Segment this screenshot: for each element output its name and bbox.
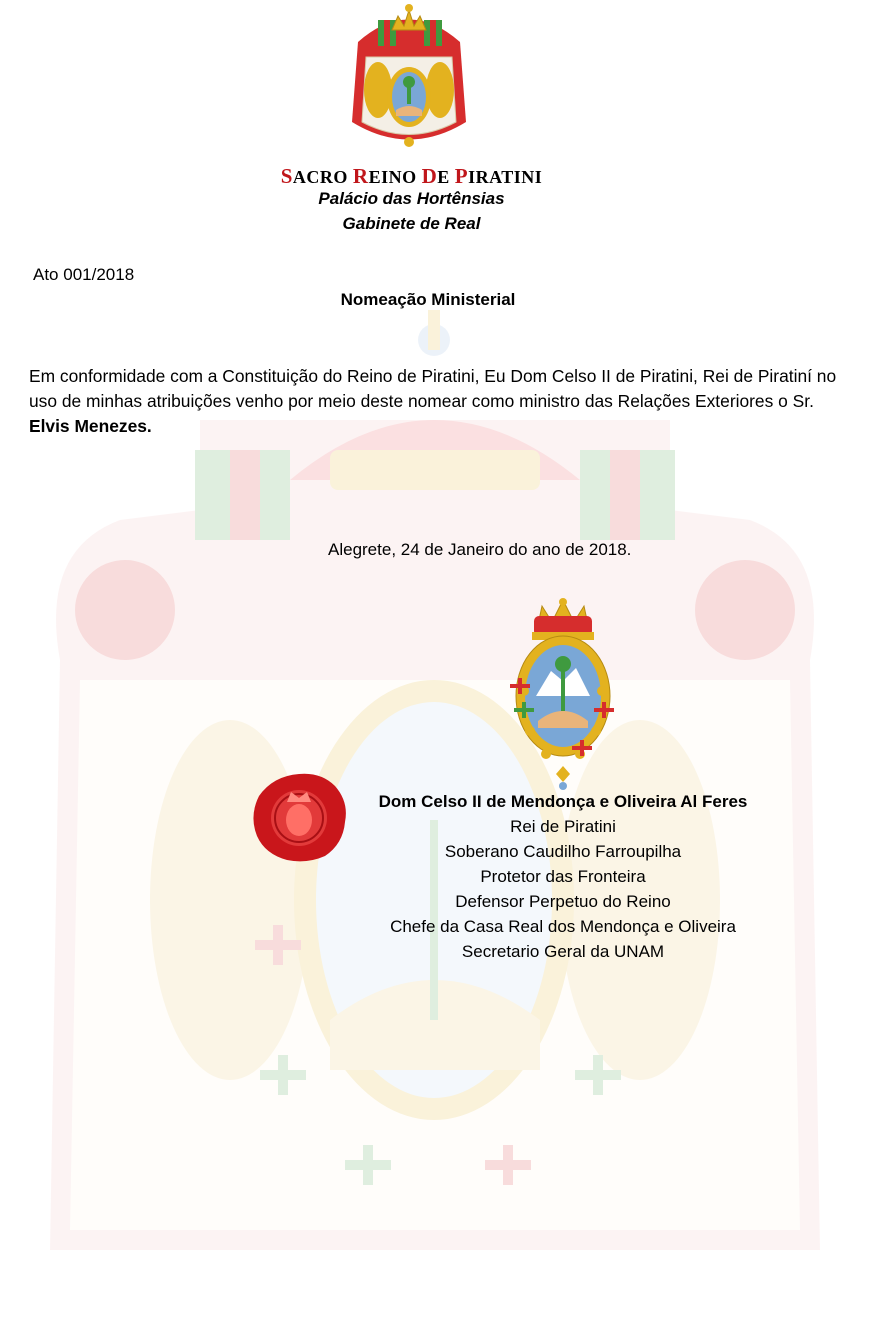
signatory-title: Chefe da Casa Real dos Mendonça e Oliveira [390,917,736,936]
act-number: Ato 001/2018 [33,265,135,284]
title-initial: P [454,164,469,188]
title-initial: D [421,164,438,188]
signatory-title: Defensor Perpetuo do Reino [455,892,671,911]
act-subject: Nomeação Ministerial [340,290,516,309]
signature-crest-icon [506,596,620,791]
wax-seal-icon [251,772,347,862]
signatory-title: Soberano Caudilho Farroupilha [444,842,682,861]
body-paragraph [29,364,849,439]
signatory-title: Protetor das Fronteira [480,867,646,886]
title-fragment: ACRO [292,167,353,187]
signatory-title: Rei de Piratini [510,817,616,836]
date-line: Alegrete, 24 de Janeiro do ano de 2018. [328,540,632,559]
signatory-title: Secretario Geral da UNAM [461,942,665,961]
office-name: Gabinete de Real [342,214,481,233]
title-fragment: EINO [368,167,422,187]
signatory-name: Dom Celso II de Mendonça e Oliveira Al Feres [378,792,748,811]
title-initial: S [280,164,293,188]
title-initial: R [352,164,369,188]
appointee-name: Elvis Menezes. [29,416,152,436]
body-text: Em conformidade com a Constituição do Reino de Piratini, Eu Dom Celso II de Piratini, Rei de Piratiní no uso de minhas atribuições venho por meio deste nomear como ministro das Relações Exteriores o Sr. [29,366,837,411]
signature-block [340,789,786,964]
royal-coat-of-arms-icon [348,2,470,157]
title-fragment: E [437,167,455,187]
palace-name: Palácio das Hortênsias [318,189,505,208]
kingdom-title [0,164,823,189]
title-fragment: IRATINI [468,167,543,187]
